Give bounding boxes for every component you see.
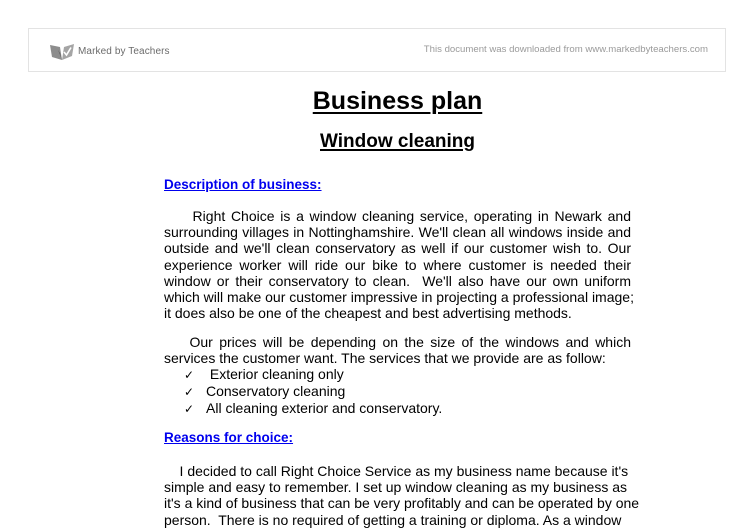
paragraph-line: it's a kind of business that can be very profitably and can be operated by one: [164, 495, 640, 512]
document-title: Business plan: [312, 87, 483, 115]
checklist-item-label: Conservatory cleaning: [206, 383, 346, 400]
check-icon: ✓: [184, 385, 195, 400]
paragraph-prices: [164, 334, 631, 366]
checklist-item-label: All cleaning exterior and conservatory.: [206, 400, 443, 417]
check-icon: ✓: [184, 368, 195, 382]
checklist-item: [164, 400, 442, 417]
book-check-icon: [49, 41, 75, 61]
paragraph-line: services the customer want. The services that we provide are as follow:: [164, 350, 606, 367]
paragraph-line: outside and we'll clean conservatory as well if our customer wish to. Our: [164, 240, 631, 257]
paragraph-line: it does also be one of the cheapest and best advertising methods.: [164, 305, 572, 322]
download-source-note: This document was downloaded from www.markedbyteachers.com: [423, 44, 708, 55]
paragraph-line: I decided to call Right Choice Service as my business name because it's: [164, 463, 629, 479]
services-checklist: [164, 366, 442, 418]
paragraph-line: Our prices will be depending on the size of the windows and which: [164, 334, 631, 350]
marked-by-teachers-logo[interactable]: [49, 41, 170, 61]
checklist-item: [164, 366, 442, 383]
check-icon: ✓: [184, 402, 195, 417]
logo-text: Marked by Teachers: [78, 45, 170, 57]
paragraph-line: experience worker will ride our bike to where customer is needed their: [164, 256, 631, 273]
paragraph-line: surrounding villages in Nottinghamshire. We'll clean all windows inside and: [164, 224, 631, 241]
checklist-item-label: Exterior cleaning only: [206, 366, 344, 382]
checklist-item: [164, 383, 442, 400]
paragraph-line: which will make our customer impressive in projecting a professional image;: [164, 289, 634, 306]
document-subtitle: Window cleaning: [320, 131, 475, 152]
download-banner: [28, 28, 726, 72]
paragraph-line: simple and easy to remember. I set up window cleaning as my business as: [164, 479, 628, 496]
paragraph-line: Right Choice is a window cleaning service, operating in Newark and: [164, 208, 631, 224]
paragraph-description: [164, 208, 634, 322]
section-heading-reasons: Reasons for choice:: [164, 430, 294, 445]
section-heading-description: Description of business:: [164, 177, 322, 192]
paragraph-reasons: [164, 463, 640, 528]
paragraph-line: person. There is no required of getting a training or diploma. As a window: [164, 511, 622, 528]
paragraph-line: window or their conservatory to clean. We'll also have our own uniform: [164, 272, 631, 289]
